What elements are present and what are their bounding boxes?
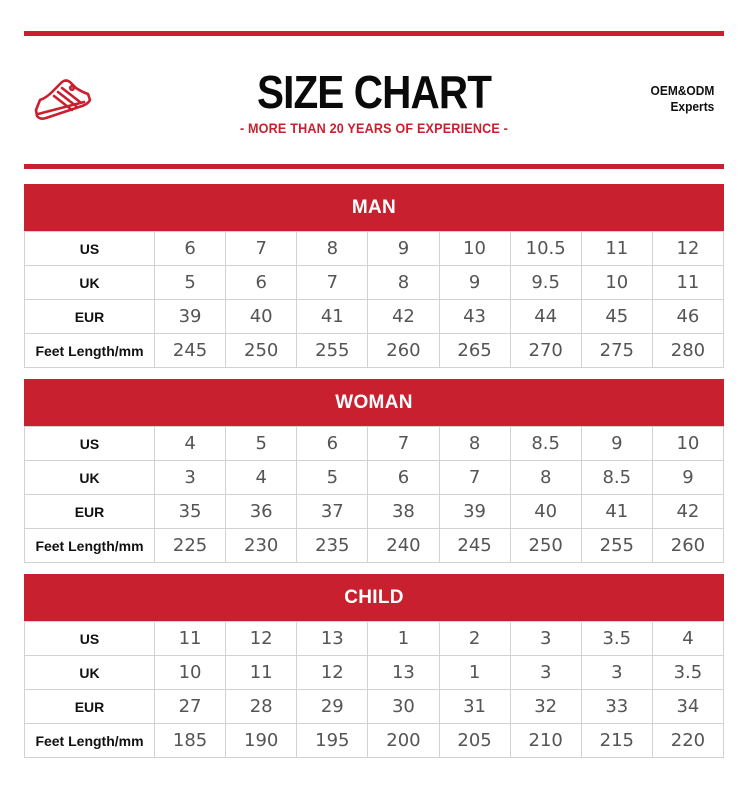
size-cell: 33 [581,690,652,724]
row-label: US [25,232,155,266]
table-row [25,266,724,300]
size-cell: 235 [297,529,368,563]
row-label: UK [25,266,155,300]
row-label: EUR [25,300,155,334]
size-cell: 7 [439,461,510,495]
table-row [25,461,724,495]
table-row [25,427,724,461]
size-cell: 230 [226,529,297,563]
page-header [24,36,724,164]
table-row [25,232,724,266]
size-cell: 45 [581,300,652,334]
size-cell: 11 [652,266,723,300]
size-cell: 3 [155,461,226,495]
size-cell: 41 [297,300,368,334]
size-cell: 270 [510,334,581,368]
size-cell: 8 [297,232,368,266]
size-cell: 3.5 [581,622,652,656]
table-row [25,690,724,724]
size-cell: 40 [226,300,297,334]
size-cell: 5 [297,461,368,495]
size-cell: 31 [439,690,510,724]
size-cell: 42 [368,300,439,334]
size-table [24,231,724,368]
table-row [25,724,724,758]
page-title: SIZE CHART [256,66,492,118]
oem-line-1: OEM&ODM [650,83,714,98]
size-cell: 7 [368,427,439,461]
size-cell: 6 [297,427,368,461]
size-cell: 240 [368,529,439,563]
size-cell: 9 [581,427,652,461]
size-cell: 42 [652,495,723,529]
size-cell: 11 [155,622,226,656]
size-cell: 4 [652,622,723,656]
size-cell: 215 [581,724,652,758]
table-row [25,622,724,656]
row-label: US [25,427,155,461]
size-cell: 29 [297,690,368,724]
size-cell: 2 [439,622,510,656]
row-label: UK [25,461,155,495]
row-label: EUR [25,690,155,724]
size-cell: 190 [226,724,297,758]
size-cell: 11 [226,656,297,690]
size-cell: 3.5 [652,656,723,690]
size-cell: 5 [155,266,226,300]
size-cell: 9 [439,266,510,300]
size-cell: 30 [368,690,439,724]
size-cell: 11 [581,232,652,266]
section-man [24,184,724,368]
size-cell: 13 [368,656,439,690]
size-table [24,621,724,758]
row-label: Feet Length/mm [25,724,155,758]
size-cell: 5 [226,427,297,461]
oem-badge [650,83,714,115]
size-cell: 200 [368,724,439,758]
size-cell: 195 [297,724,368,758]
size-cell: 10.5 [510,232,581,266]
section-title: CHILD [24,574,724,621]
size-cell: 12 [652,232,723,266]
size-cell: 9 [368,232,439,266]
size-cell: 9 [652,461,723,495]
size-cell: 9.5 [510,266,581,300]
size-cell: 40 [510,495,581,529]
size-cell: 44 [510,300,581,334]
size-cell: 39 [439,495,510,529]
size-cell: 265 [439,334,510,368]
section-title: WOMAN [24,379,724,426]
size-cell: 28 [226,690,297,724]
table-row [25,334,724,368]
size-cell: 6 [155,232,226,266]
size-cell: 12 [297,656,368,690]
section-woman [24,379,724,563]
size-cell: 36 [226,495,297,529]
size-cell: 225 [155,529,226,563]
size-cell: 8.5 [510,427,581,461]
size-cell: 255 [297,334,368,368]
size-cell: 10 [155,656,226,690]
header-divider [24,164,724,169]
size-cell: 1 [439,656,510,690]
size-cell: 4 [155,427,226,461]
row-label: Feet Length/mm [25,529,155,563]
size-cell: 10 [581,266,652,300]
size-cell: 250 [510,529,581,563]
size-cell: 8.5 [581,461,652,495]
size-cell: 8 [510,461,581,495]
size-cell: 34 [652,690,723,724]
size-cell: 1 [368,622,439,656]
size-table [24,426,724,563]
size-cell: 220 [652,724,723,758]
row-label: Feet Length/mm [25,334,155,368]
size-cell: 205 [439,724,510,758]
table-row [25,495,724,529]
size-cell: 41 [581,495,652,529]
table-row [25,656,724,690]
size-cell: 260 [368,334,439,368]
section-child [24,574,724,758]
size-cell: 8 [368,266,439,300]
section-title: MAN [24,184,724,231]
size-cell: 3 [510,622,581,656]
size-cell: 4 [226,461,297,495]
size-cell: 43 [439,300,510,334]
row-label: US [25,622,155,656]
size-cell: 10 [652,427,723,461]
table-row [25,300,724,334]
row-label: EUR [25,495,155,529]
row-label: UK [25,656,155,690]
size-cell: 3 [581,656,652,690]
size-cell: 12 [226,622,297,656]
size-cell: 38 [368,495,439,529]
size-cell: 32 [510,690,581,724]
size-cell: 7 [297,266,368,300]
size-cell: 260 [652,529,723,563]
size-cell: 280 [652,334,723,368]
size-cell: 245 [155,334,226,368]
size-cell: 275 [581,334,652,368]
size-cell: 3 [510,656,581,690]
size-cell: 35 [155,495,226,529]
size-cell: 210 [510,724,581,758]
page-subtitle: - MORE THAN 20 YEARS OF EXPERIENCE - [239,120,509,136]
size-cell: 250 [226,334,297,368]
size-cell: 255 [581,529,652,563]
size-cell: 7 [226,232,297,266]
size-cell: 185 [155,724,226,758]
size-cell: 6 [368,461,439,495]
size-cell: 13 [297,622,368,656]
size-cell: 6 [226,266,297,300]
table-row [25,529,724,563]
size-cell: 245 [439,529,510,563]
size-cell: 39 [155,300,226,334]
size-cell: 27 [155,690,226,724]
size-cell: 46 [652,300,723,334]
oem-line-2: Experts [670,99,714,114]
size-cell: 8 [439,427,510,461]
size-cell: 10 [439,232,510,266]
size-cell: 37 [297,495,368,529]
